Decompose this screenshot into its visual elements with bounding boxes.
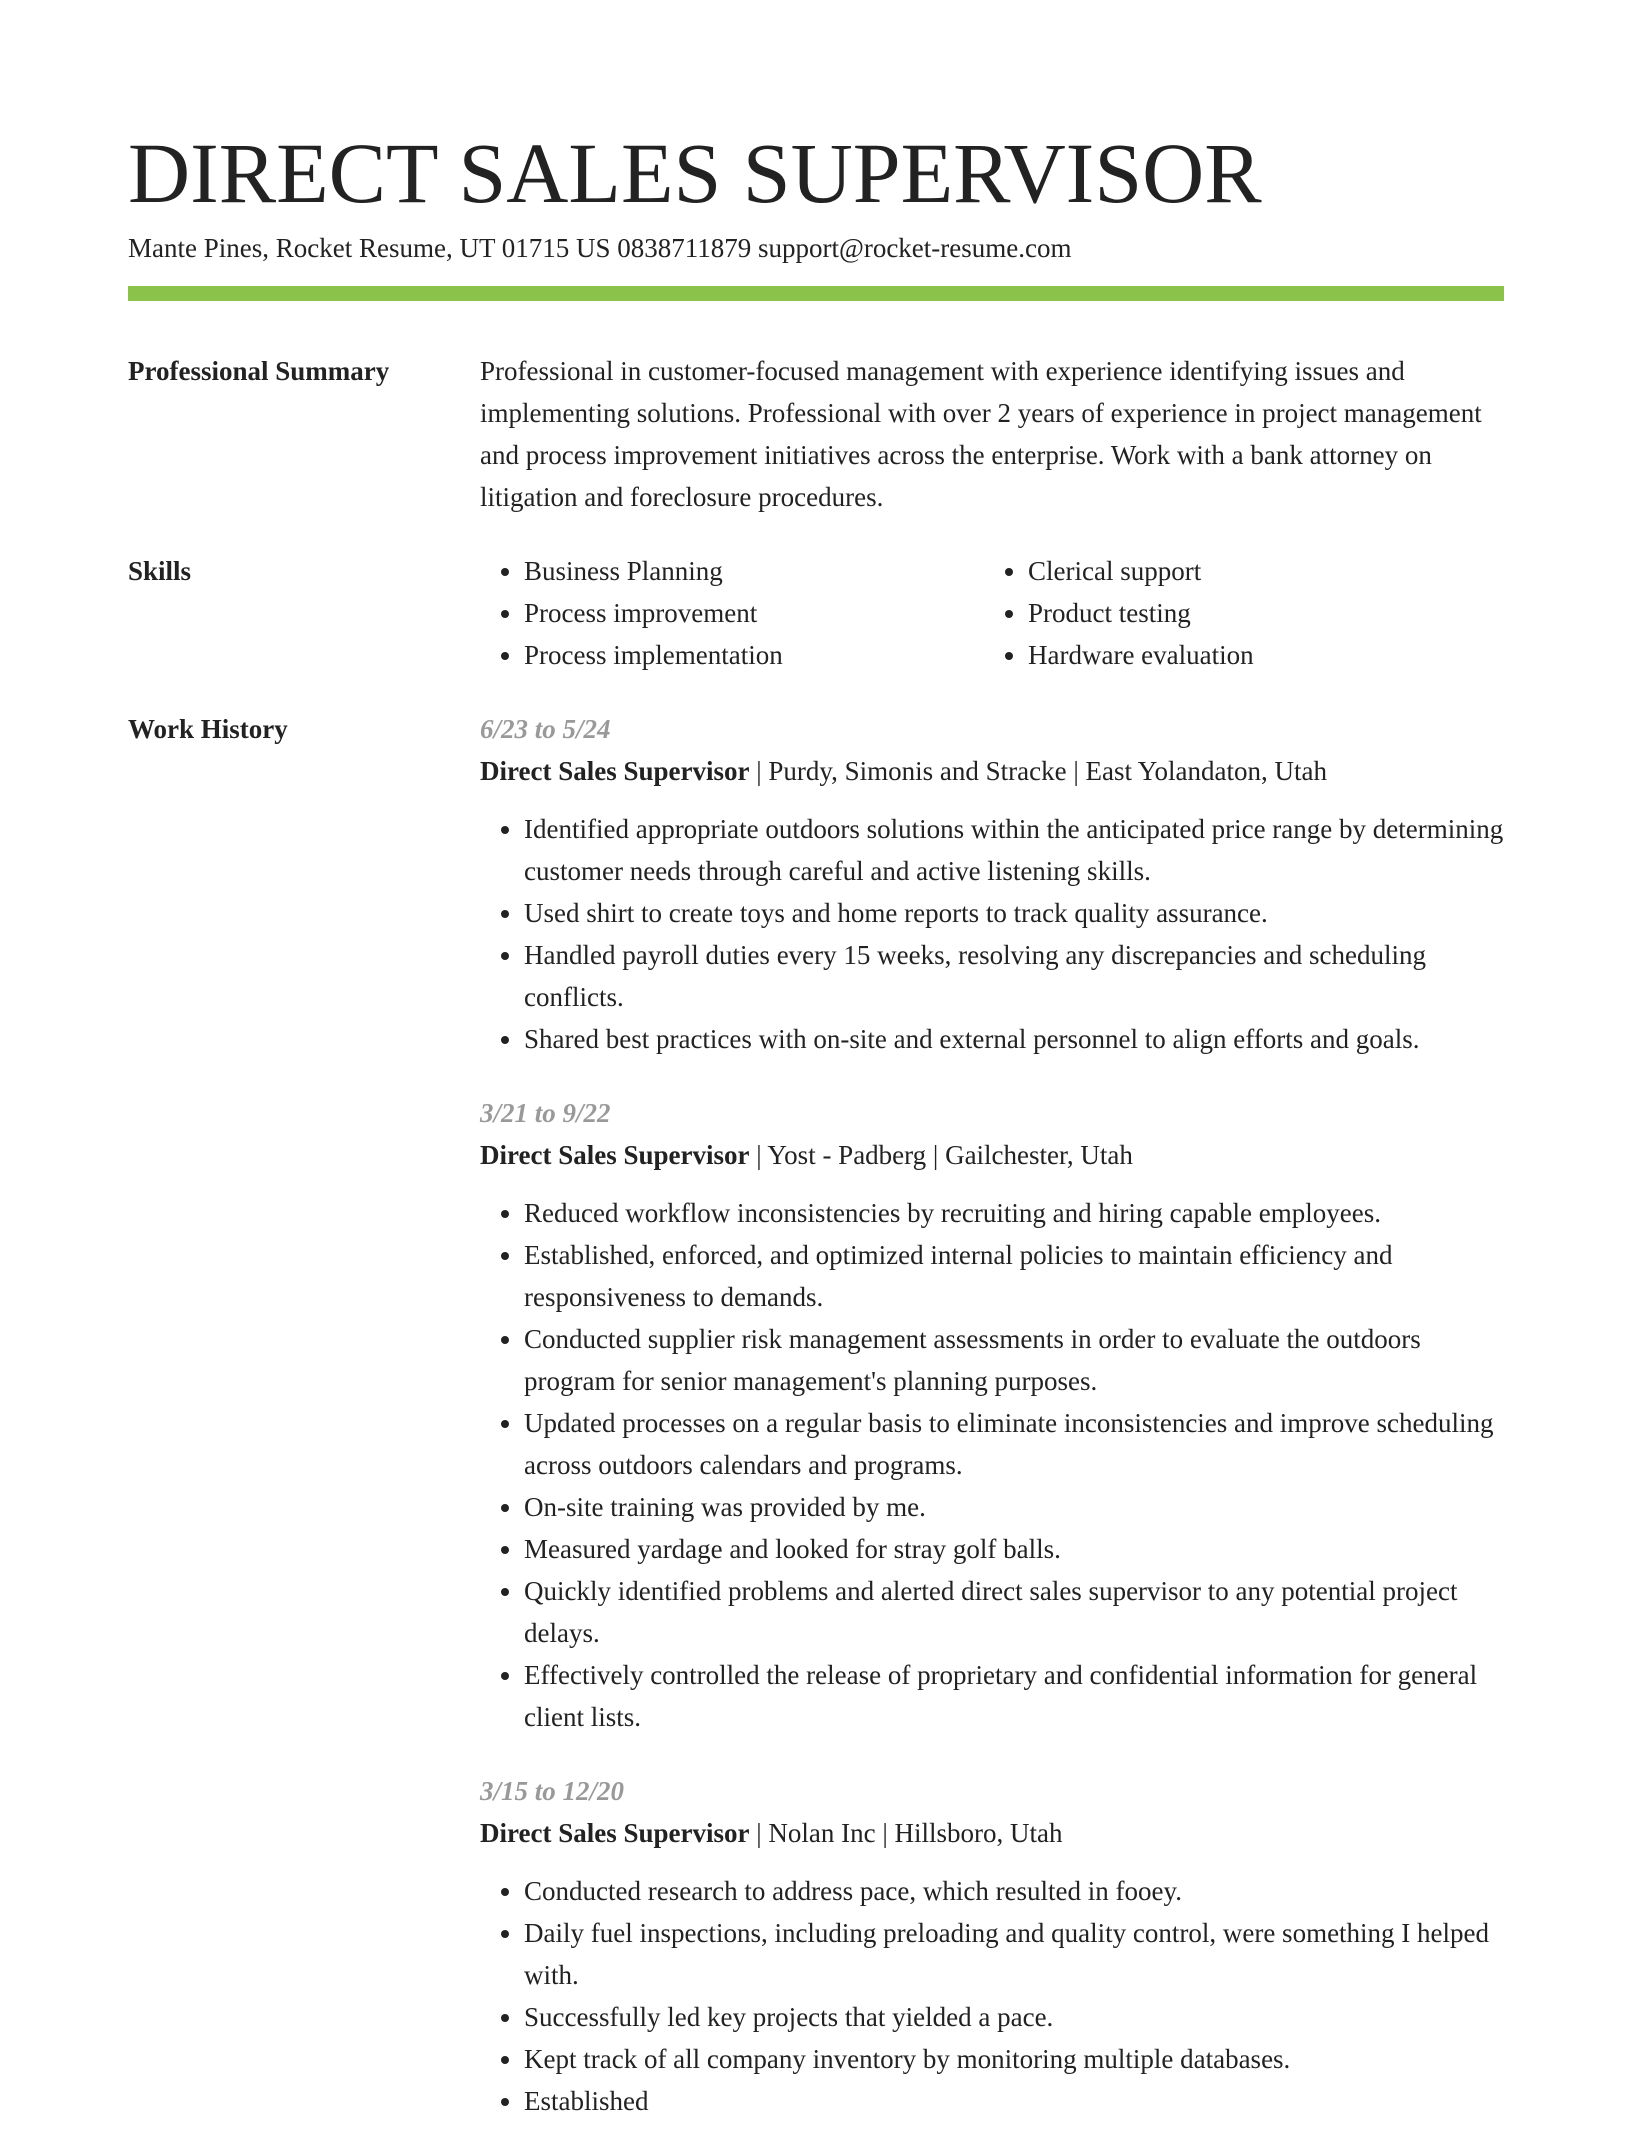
job-dates: 3/21 to 9/22 [480,1098,611,1128]
job-bullets [480,1192,1504,1738]
job-dates: 3/15 to 12/20 [480,1776,625,1806]
skill-item: • Product testing [1028,592,1488,634]
job-bullet: • Conducted research to address pace, which resulted in fooey. [524,1870,1504,1912]
job-entry [480,1770,1504,2122]
job-bullets [480,1870,1504,2122]
job-bullet: • Measured yardage and looked for stray golf balls. [524,1528,1504,1570]
skills-grid [480,550,1504,676]
contact-line: Mante Pines, Rocket Resume, UT 01715 US 0838711879 support@rocket-resume.com [128,233,1072,263]
job-bullet: • Updated processes on a regular basis to eliminate inconsistencies and improve scheduling across outdoors calendars and programs. [524,1402,1504,1486]
summary-heading: Professional Summary [128,356,390,386]
job-bullet: • Daily fuel inspections, including preloading and quality control, were something I helped with. [524,1912,1504,1996]
work-history-heading: Work History [128,714,288,744]
skill-item: • Business Planning [524,550,984,592]
summary-body [480,350,1504,518]
job-bullet: • Used shirt to create toys and home reports to track quality assurance. [524,892,1504,934]
job-bullet: • Shared best practices with on-site and external personnel to align efforts and goals. [524,1018,1504,1060]
skills-list-right [984,550,1488,676]
summary-text: Professional in customer-focused management with experience identifying issues and implementing solutions. Professional with over 2 years of experience in project management and process improvement initiatives across the enterprise. Work with a bank attorney on litigation and foreclosure procedures. [480,356,1482,512]
skill-item: • Process improvement [524,592,984,634]
job-bullet: • Quickly identified problems and alerted direct sales supervisor to any potential project delays. [524,1570,1504,1654]
skill-item: • Process implementation [524,634,984,676]
accent-divider [128,286,1504,301]
job-entry [480,708,1504,1060]
job-dates: 6/23 to 5/24 [480,714,611,744]
skills-heading: Skills [128,556,192,586]
job-bullet: • Identified appropriate outdoors solutions within the anticipated price range by determining customer needs through careful and active listening skills. [524,808,1504,892]
skills-body [480,550,1504,676]
job-bullet: • On-site training was provided by me. [524,1486,1504,1528]
job-bullet: • Handled payroll duties every 15 weeks, resolving any discrepancies and scheduling conflicts. [524,934,1504,1018]
job-bullet: • Kept track of all company inventory by monitoring multiple databases. [524,2038,1504,2080]
job-bullet: • Established [524,2080,1504,2122]
job-title: Direct Sales Supervisor [480,1818,750,1848]
job-details: | Purdy, Simonis and Stracke | East Yolandaton, Utah [749,756,1328,786]
job-bullets [480,808,1504,1060]
job-bullet: • Effectively controlled the release of proprietary and confidential information for general client lists. [524,1654,1504,1738]
job-bullet: • Successfully led key projects that yielded a pace. [524,1996,1504,2038]
job-title: Direct Sales Supervisor [480,756,750,786]
job-bullet: • Reduced workflow inconsistencies by recruiting and hiring capable employees. [524,1192,1504,1234]
skill-item: • Clerical support [1028,550,1488,592]
job-details: | Yost - Padberg | Gailchester, Utah [749,1140,1133,1170]
work-history-body [480,708,1504,2154]
job-heading [480,750,1504,792]
job-title: Direct Sales Supervisor [480,1140,750,1170]
job-bullet: • Conducted supplier risk management assessments in order to evaluate the outdoors program for senior management's planning purposes. [524,1318,1504,1402]
skill-item: • Hardware evaluation [1028,634,1488,676]
job-heading [480,1812,1504,1854]
job-bullet: • Established, enforced, and optimized internal policies to maintain efficiency and responsiveness to demands. [524,1234,1504,1318]
skills-list-left [480,550,984,676]
job-details: | Nolan Inc | Hillsboro, Utah [749,1818,1063,1848]
resume-name-title: DIRECT SALES SUPERVISOR [128,125,1262,221]
job-heading [480,1134,1504,1176]
job-entry [480,1092,1504,1738]
